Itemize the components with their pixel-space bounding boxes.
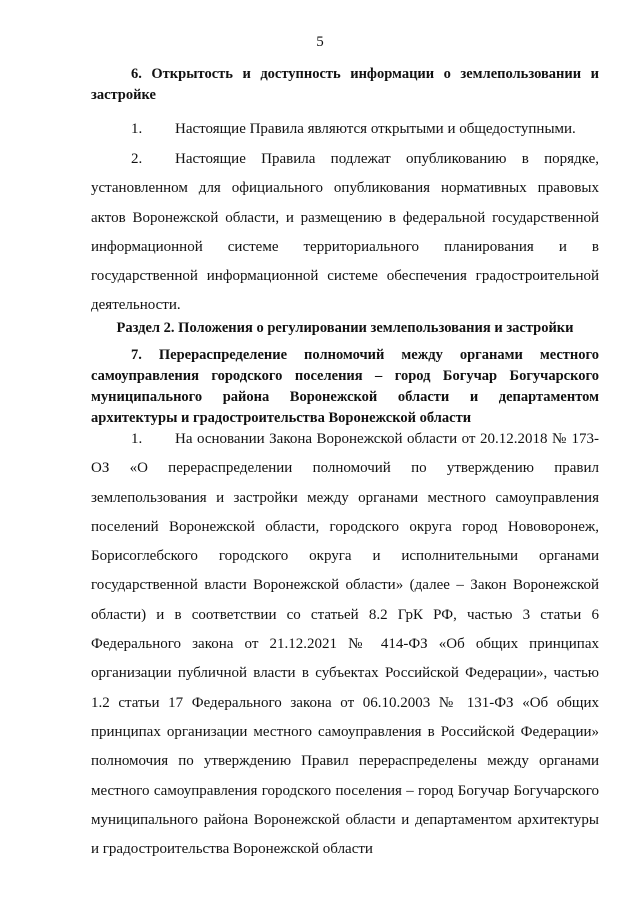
- item-text: Настоящие Правила являются открытыми и общедоступными.: [175, 121, 576, 137]
- section-6-heading: 6. Открытость и доступность информации о землепользовании и застройке: [91, 66, 599, 103]
- item-text: На основании Закона Воронежской области от 20.12.2018 № 173-ОЗ «О перераспределении полномочий по утверждению правил землепользования и застройки между органами местного самоуправления поселений Воронежской области, городского округа город Нововоронеж, Борисоглебского городского округа и исполнительными органами государственной власти Воронежской области» (далее – Закон Воронежской области) и в соответствии со статьей 8.2 ГрК РФ, частью 3 статьи 6 Федерального закона от 21.12.2021 № 414-ФЗ «Об общих принципах организации публичной власти в субъектах Российской Федерации», частью 1.2 статьи 17 Федерального закона от 06.10.2003 № 131-ФЗ «Об общих принципах организации местного самоуправления в Российской Федерации» полномочия по утверждению Правил перераспределены между органами местного самоуправления городского поселения – город Богучар Богучарского муниципального района Воронежской области и департаментом архитектуры и градостроительства Воронежской области: [91, 431, 599, 858]
- item-number: 1.: [131, 121, 143, 137]
- section-7-item-1: [91, 425, 599, 864]
- page-number: 5: [316, 34, 324, 50]
- item-number: 1.: [131, 431, 143, 447]
- section-6-item-2: [91, 145, 599, 321]
- part-2-heading: Раздел 2. Положения о регулировании землепользования и застройки: [116, 320, 574, 336]
- section-6-item-1: [91, 115, 599, 144]
- section-7-heading: 7. Перераспределение полномочий между органами местного самоуправления городского поселения – город Богучар Богучарского муниципального района Воронежской области и департаментом архитектуры и градостроительства Воронежской области: [91, 347, 599, 426]
- item-text: Настоящие Правила подлежат опубликованию в порядке, установленном для официального опубликования нормативных правовых актов Воронежской области, и размещению в федеральной государственной информационной системе территориального планирования и в государственной информационной системе обеспечения градостроительной деятельности.: [91, 151, 599, 314]
- item-number: 2.: [131, 151, 143, 167]
